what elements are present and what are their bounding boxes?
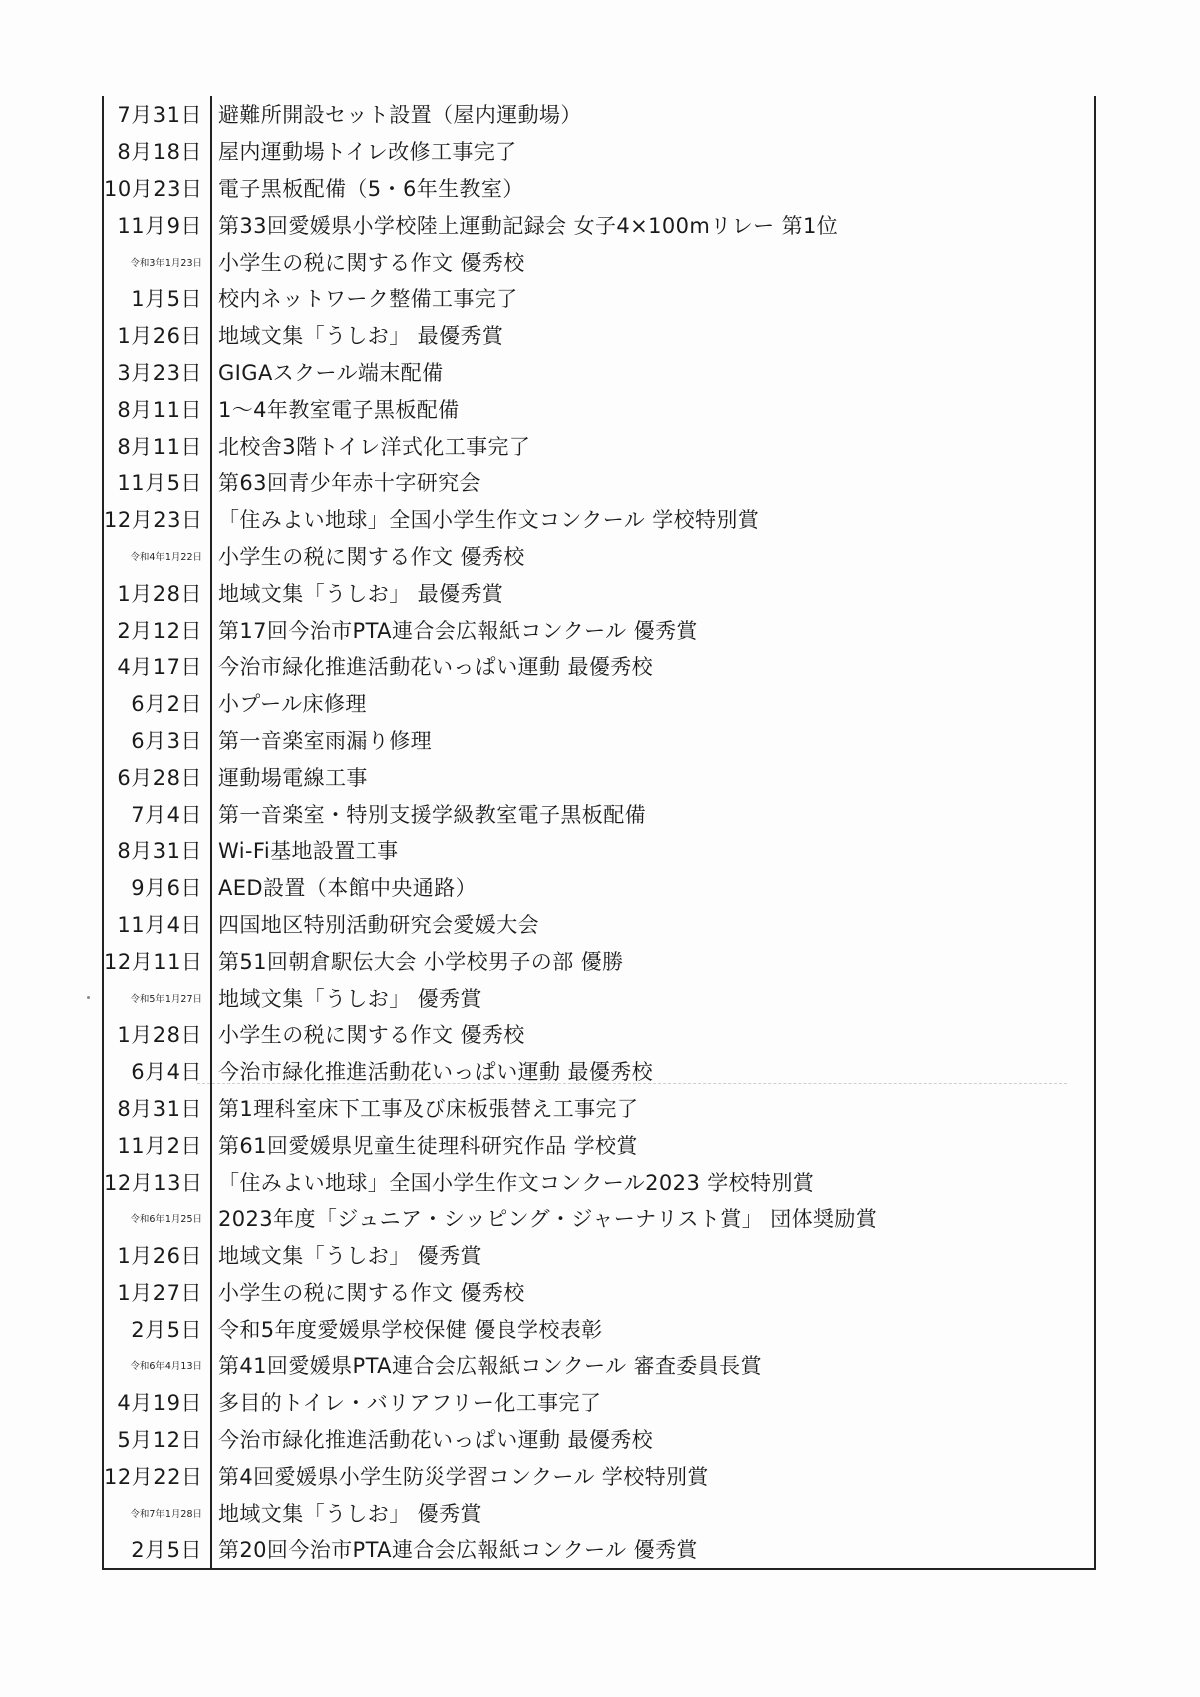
- event-cell: 多目的トイレ・バリアフリー化工事完了: [218, 1391, 602, 1416]
- date-cell: 令和7年1月28日: [130, 1508, 202, 1520]
- table-row: [104, 1053, 1094, 1090]
- date-cell: 11月5日: [117, 471, 202, 496]
- date-cell: 令和6年4月13日: [130, 1361, 202, 1373]
- date-cell: 8月11日: [117, 397, 202, 422]
- table-row: [104, 170, 1094, 207]
- table-row: [104, 648, 1094, 685]
- event-cell: AED設置（本館中央通路）: [218, 876, 478, 901]
- event-cell: 小学生の税に関する作文 優秀校: [218, 544, 525, 569]
- table-row: [104, 1016, 1094, 1053]
- event-cell: 小学生の税に関する作文 優秀校: [218, 250, 525, 275]
- table-row: [104, 1163, 1094, 1200]
- event-cell: 第一音楽室雨漏り修理: [218, 728, 432, 753]
- table-row: [104, 722, 1094, 759]
- table-row: [104, 832, 1094, 869]
- date-cell: 8月18日: [117, 140, 202, 165]
- table-row: [104, 501, 1094, 538]
- table-row: [104, 1531, 1094, 1568]
- date-cell: 令和6年1月25日: [130, 1214, 202, 1226]
- date-cell: 9月6日: [131, 876, 202, 901]
- table-row: [104, 538, 1094, 575]
- event-cell: GIGAスクール端末配備: [218, 360, 444, 385]
- table-row: [104, 1457, 1094, 1494]
- event-cell: 小プール床修理: [218, 692, 367, 717]
- table-row: [104, 1200, 1094, 1237]
- event-cell: Wi-Fi基地設置工事: [218, 839, 399, 864]
- table-row: [104, 464, 1094, 501]
- date-cell: 11月2日: [117, 1133, 202, 1158]
- date-cell: 3月23日: [117, 360, 202, 385]
- date-cell: 5月12日: [117, 1428, 202, 1453]
- date-cell: 8月31日: [117, 1096, 202, 1121]
- date-cell: 令和4年1月22日: [130, 551, 202, 563]
- date-cell: 1月26日: [117, 1244, 202, 1269]
- date-cell: 1月27日: [117, 1280, 202, 1305]
- event-cell: 北校舎3階トイレ洋式化工事完了: [218, 434, 531, 459]
- event-cell: 今治市緑化推進活動花いっぱい運動 最優秀校: [218, 1428, 654, 1453]
- date-cell: 8月11日: [117, 434, 202, 459]
- event-cell: 小学生の税に関する作文 優秀校: [218, 1023, 525, 1048]
- event-cell: 運動場電線工事: [218, 765, 368, 790]
- table-row: [104, 390, 1094, 427]
- table-row: [104, 96, 1094, 133]
- table-row: [104, 979, 1094, 1016]
- event-cell: 校内ネットワーク整備工事完了: [218, 287, 518, 312]
- event-cell: 四国地区特別活動研究会愛媛大会: [218, 912, 539, 937]
- table-row: [104, 1237, 1094, 1274]
- history-table: [104, 96, 1094, 1568]
- table-row: [104, 1274, 1094, 1311]
- event-cell: 地域文集「うしお」 優秀賞: [218, 1244, 482, 1269]
- event-cell: 第41回愛媛県PTA連合会広報紙コンクール 審査委員長賞: [218, 1354, 762, 1379]
- event-cell: 地域文集「うしお」 最優秀賞: [218, 581, 504, 606]
- table-row: [104, 869, 1094, 906]
- table-row: [104, 1126, 1094, 1163]
- event-cell: 第20回今治市PTA連合会広報紙コンクール 優秀賞: [218, 1538, 698, 1563]
- event-cell: 今治市緑化推進活動花いっぱい運動 最優秀校: [218, 1060, 654, 1085]
- event-cell: 地域文集「うしお」 優秀賞: [218, 986, 482, 1011]
- date-cell: 6月4日: [131, 1060, 202, 1085]
- date-cell: 7月31日: [117, 103, 202, 128]
- scan-speck: [87, 996, 90, 999]
- date-cell: 2月5日: [131, 1317, 202, 1342]
- table-row: [104, 758, 1094, 795]
- date-cell: 1月5日: [131, 287, 202, 312]
- date-cell: 4月19日: [117, 1391, 202, 1416]
- event-cell: 第1理科室床下工事及び床板張替え工事完了: [218, 1096, 639, 1121]
- table-row: [104, 317, 1094, 354]
- event-cell: 地域文集「うしお」 最優秀賞: [218, 324, 504, 349]
- table-row: [104, 685, 1094, 722]
- table-row: [104, 1384, 1094, 1421]
- table-row: [104, 795, 1094, 832]
- event-cell: 第一音楽室・特別支援学級教室電子黒板配備: [218, 802, 646, 827]
- date-cell: 6月28日: [117, 765, 202, 790]
- date-cell: 6月3日: [131, 728, 202, 753]
- event-cell: 屋内運動場トイレ改修工事完了: [218, 140, 517, 165]
- date-cell: 2月12日: [117, 618, 202, 643]
- event-cell: 今治市緑化推進活動花いっぱい運動 最優秀校: [218, 655, 654, 680]
- date-cell: 12月22日: [104, 1464, 203, 1489]
- table-row: [104, 206, 1094, 243]
- date-cell: 12月11日: [104, 949, 203, 974]
- event-cell: 令和5年度愛媛県学校保健 優良学校表彰: [218, 1317, 603, 1342]
- date-cell: 4月17日: [117, 655, 202, 680]
- event-cell: 第61回愛媛県児童生徒理科研究作品 学校賞: [218, 1133, 638, 1158]
- event-cell: 第63回青少年赤十字研究会: [218, 471, 481, 496]
- date-cell: 1月28日: [117, 581, 202, 606]
- table-row: [104, 574, 1094, 611]
- date-cell: 2月5日: [131, 1538, 202, 1563]
- date-cell: 12月13日: [104, 1170, 203, 1195]
- table-row: [104, 133, 1094, 170]
- event-cell: 避難所開設セット設置（屋内運動場）: [218, 103, 582, 128]
- date-cell: 令和5年1月27日: [130, 993, 202, 1005]
- event-cell: 地域文集「うしお」 優秀賞: [218, 1501, 482, 1526]
- date-cell: 11月9日: [117, 213, 202, 238]
- table-row: [104, 1347, 1094, 1384]
- date-cell: 12月23日: [104, 508, 203, 533]
- event-cell: 第4回愛媛県小学生防災学習コンクール 学校特別賞: [218, 1464, 709, 1489]
- event-cell: 2023年度「ジュニア・シッピング・ジャーナリスト賞」 団体奨励賞: [218, 1207, 878, 1232]
- event-cell: 電子黒板配備（5・6年生教室）: [218, 176, 524, 201]
- event-cell: 小学生の税に関する作文 優秀校: [218, 1280, 525, 1305]
- date-cell: 令和3年1月23日: [130, 257, 202, 269]
- event-cell: 第17回今治市PTA連合会広報紙コンクール 優秀賞: [218, 618, 698, 643]
- table-row: [104, 1421, 1094, 1458]
- table-row: [104, 942, 1094, 979]
- date-cell: 1月28日: [117, 1023, 202, 1048]
- table-row: [104, 427, 1094, 464]
- date-cell: 6月2日: [131, 692, 202, 717]
- event-cell: 「住みよい地球」全国小学生作文コンクール 学校特別賞: [218, 508, 760, 533]
- table-row: [104, 243, 1094, 280]
- table-row: [104, 611, 1094, 648]
- table-row: [104, 1310, 1094, 1347]
- event-cell: 第51回朝倉駅伝大会 小学校男子の部 優勝: [218, 949, 624, 974]
- date-cell: 7月4日: [131, 802, 202, 827]
- date-cell: 1月26日: [117, 324, 202, 349]
- table-row: [104, 354, 1094, 391]
- date-cell: 11月4日: [117, 912, 202, 937]
- event-cell: 1～4年教室電子黒板配備: [218, 397, 460, 422]
- event-cell: 第33回愛媛県小学校陸上運動記録会 女子4×100mリレー 第1位: [218, 213, 839, 238]
- table-row: [104, 280, 1094, 317]
- date-cell: 10月23日: [104, 176, 203, 201]
- date-cell: 8月31日: [117, 839, 202, 864]
- table-row: [104, 906, 1094, 943]
- table-row: [104, 1090, 1094, 1127]
- event-cell: 「住みよい地球」全国小学生作文コンクール2023 学校特別賞: [218, 1170, 815, 1195]
- table-row: [104, 1494, 1094, 1531]
